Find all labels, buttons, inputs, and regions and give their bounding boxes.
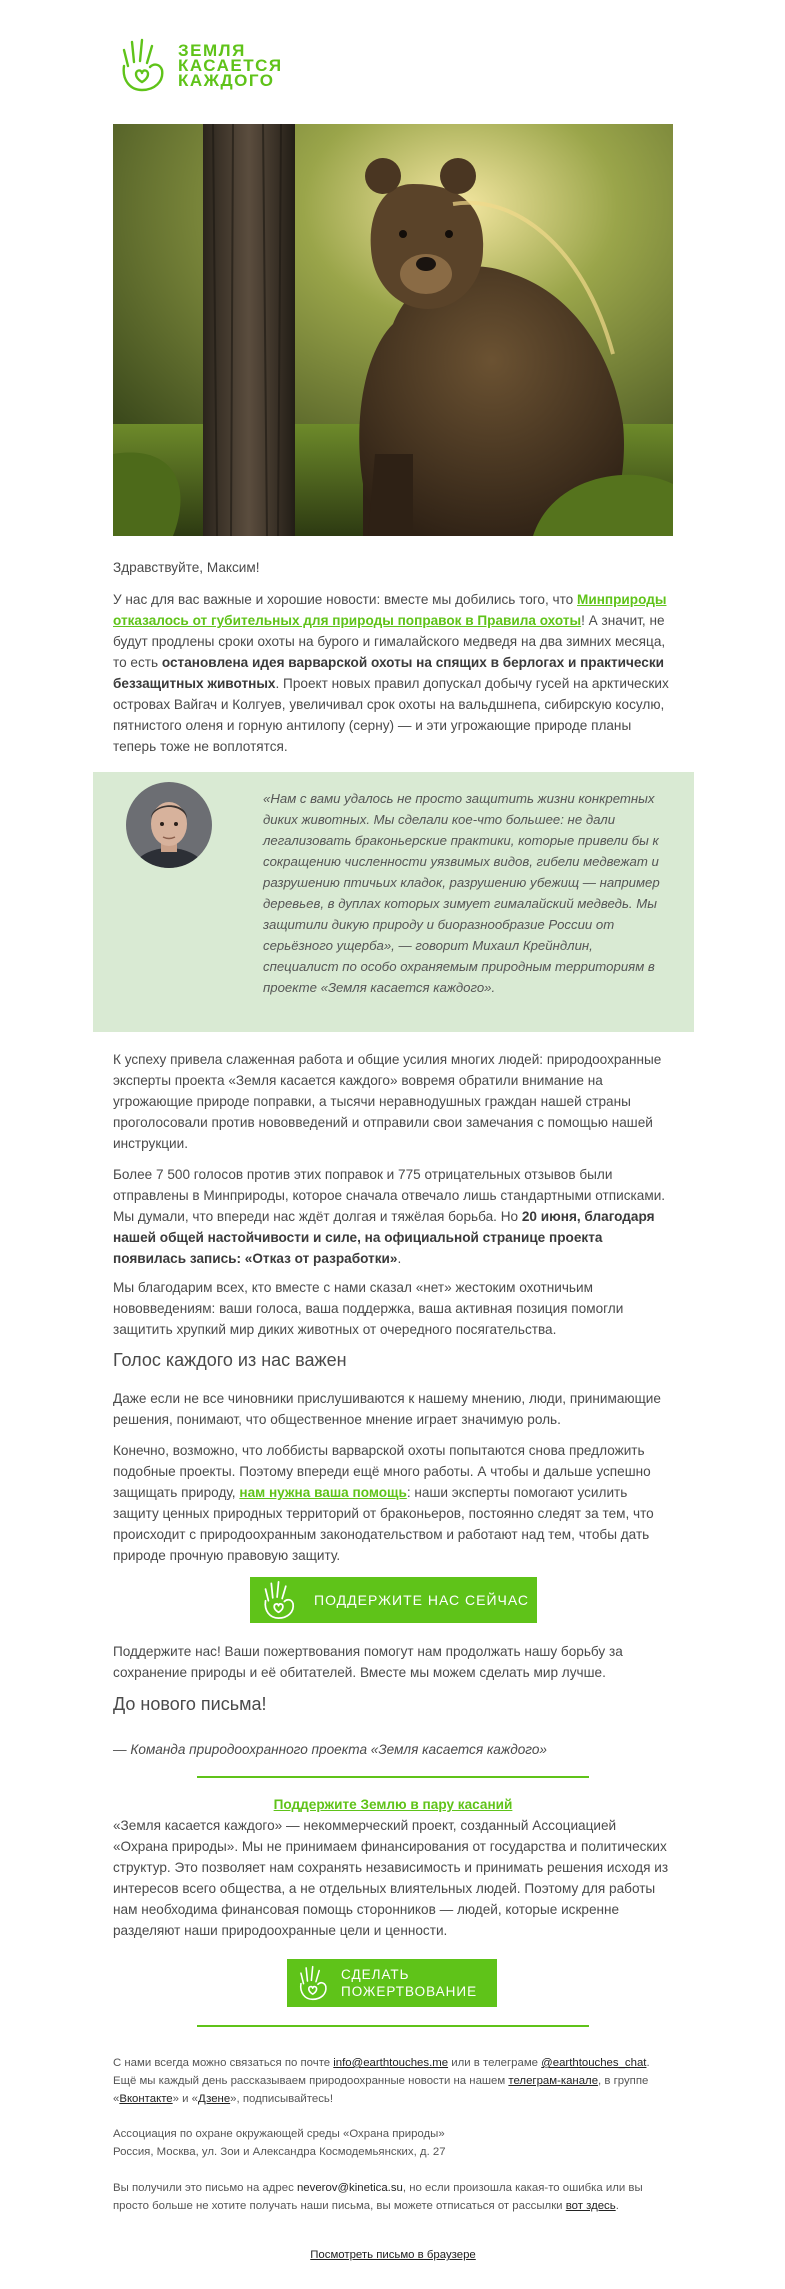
footer-contact-text-6: », подписывайтесь! <box>230 2093 333 2105</box>
rules-news-link[interactable]: Минприроды отказалось от губительных для природы поправок в Правила охоты <box>113 592 667 628</box>
donate-label-line-2: ПОЖЕРТВОВАНИЕ <box>341 1984 478 1999</box>
footer-telegram-chat-link[interactable]: @earthtouches_chat <box>541 2057 647 2069</box>
footer-recv-text-2: , но если произошла какая-то ошибка или вы просто больше не хотите получать наши письма, вы можете отписаться от рассылки <box>113 2182 643 2212</box>
footer-unsubscribe <box>113 2179 673 2215</box>
support-link-block <box>113 1794 673 1815</box>
intro-text-3: . Проект новых правил допускал добычу гусей на арктических островах Вайгач и Колгуев, увеличивал срок охоты на вальдшнепа, сибирскую косулю, пятнистого оленя и горную антилопу (серну) — и эти угрожающие природе планы теперь тоже не воплотятся. <box>113 676 669 754</box>
signature-text: — Команда природоохранного проекта «Земля касается каждого» <box>113 1742 547 1757</box>
greeting <box>113 557 673 578</box>
hand-heart-icon <box>118 36 170 94</box>
intro-bold: остановлена идея варварской охоты на спящих в берлогах и практически беззащитных животных <box>113 655 664 691</box>
divider-top <box>197 1776 589 1778</box>
help-needed-link[interactable]: нам нужна ваша помощь <box>239 1485 407 1500</box>
footer-contact-text-3: . Ещё мы каждый день рассказываем природоохранные новости на нашем <box>113 2057 650 2087</box>
footer-contact-text-4: , в группе « <box>113 2075 649 2105</box>
success-paragraph <box>113 1049 673 1154</box>
donate-label-line-1: СДЕЛАТЬ <box>341 1967 410 1982</box>
voice2-text-2: : наши эксперты помогают усилить защиту ценных природных территорий от браконьеров, постоянно следят за тем, что происходит с природоохранным законодательством и работают над тем, чтобы дать природе прочную правовую защиту. <box>113 1485 654 1563</box>
logo-line-1: ЗЕМЛЯ <box>178 40 246 60</box>
about-text: «Земля касается каждого» — некоммерческий проект, созданный Ассоциацией «Охрана природы». Мы не принимаем финансирования от государства и политических структур. Это позволяет нам сохранять независимость и принимать решения исходя из интересов всего общества, а не отдельных влиятельных людей. Поэтому для работы нам необходима финансовая помощь сторонников — людей, которые искренне разделяют наши природоохранные цели и ценности. <box>113 1818 669 1938</box>
votes-text-2: . <box>397 1251 402 1266</box>
quote-text: «Нам с вами удалось не просто защитить жизни конкретных диких животных. Мы сделали кое-что большее: не дали легализовать браконьерские практики, которые привели бы к сокращению численности уязвимых видов, гибели медвежат и разрушению птичьих кладок, разрушению убежищ — например деревьев, в дуплах которых зимует гималайский медведь. Мы защитили дикую природу и биоразнообразие России от серьёзного ущерба», — говорит Михаил Крейндлин, специалист по особо охраняемым природным территориям в проекте «Земля касается каждого». <box>263 791 660 995</box>
unsubscribe-link[interactable]: вот здесь <box>565 2200 616 2212</box>
hand-heart-icon <box>260 1579 300 1621</box>
footer-recipient-email: neverov@kinetica.su <box>296 2182 403 2194</box>
footer-org-name: Ассоциация по охране окружающей среды «Охрана природы» <box>113 2128 445 2140</box>
heading-voice: Голос каждого из нас важен <box>113 1350 347 1370</box>
voice-paragraph-1 <box>113 1388 673 1430</box>
donate-label <box>341 1966 477 2000</box>
section-heading-farewell <box>113 1694 673 1715</box>
brand-logo[interactable] <box>118 36 283 94</box>
intro-text-2: ! А значит, не будут продлены сроки охоты на бурого и гималайского медведя на два зимних месяца, то есть <box>113 613 666 670</box>
footer-contact-text-2: или в телеграме <box>448 2057 542 2069</box>
footer-dzen-link[interactable]: Дзене <box>198 2093 231 2105</box>
footer-email-link[interactable]: info@earthtouches.me <box>333 2057 449 2069</box>
footer-telegram-channel-link[interactable]: телеграм-канале <box>508 2075 599 2087</box>
footer-recv-text-3: . <box>615 2200 619 2212</box>
intro-paragraph <box>113 589 673 757</box>
view-in-browser-link[interactable]: Посмотреть письмо в браузере <box>310 2249 476 2261</box>
footer-vk-link[interactable]: Вконтакте <box>119 2093 173 2105</box>
footer-address: Россия, Москва, ул. Зои и Александра Космодемьянских, д. 27 <box>113 2146 446 2158</box>
footer-contact-text-5: » и « <box>172 2093 199 2105</box>
logo-wordmark <box>178 40 283 90</box>
footer-recv-text-1: Вы получили это письмо на адрес <box>113 2182 297 2194</box>
hand-heart-icon <box>297 1964 331 2002</box>
section-heading-voice <box>113 1350 673 1371</box>
support-text: Поддержите нас! Ваши пожертвования помогут нам продолжать нашу борьбу за сохранение природы и её обитателей. Вместе мы можем сделать мир лучше. <box>113 1644 623 1680</box>
votes-bold: 20 июня, благодаря нашей общей настойчивости и силе, на официальной странице проекта появилась запись: «Отказ от разработки» <box>113 1209 655 1266</box>
quote-block <box>93 772 694 1032</box>
voice-paragraph-2 <box>113 1440 673 1566</box>
thanks-text: Мы благодарим всех, кто вместе с нами сказал «нет» жестоким охотничьим нововведениям: ваши голоса, ваша поддержка, ваша активная позиция помогли защитить хрупкий мир диких животных от очередного посягательства. <box>113 1280 624 1337</box>
support-paragraph <box>113 1641 673 1683</box>
footer-browser <box>113 2246 673 2264</box>
support-now-label: ПОДДЕРЖИТЕ НАС СЕЙЧАС <box>314 1592 530 1608</box>
signature <box>113 1739 673 1760</box>
voice-text-1: Даже если не все чиновники прислушиваются к нашему мнению, люди, принимающие решения, понимают, что общественное мнение играет значимую роль. <box>113 1391 661 1427</box>
success-text: К успеху привела слаженная работа и общие усилия многих людей: природоохранные эксперты проекта «Земля касается каждого» вовремя обратили внимание на угрожающие природе поправки, а тысячи неравнодушных граждан нашей страны проголосовали против нововведений и отправили свои замечания с помощью нашей инструкции. <box>113 1052 662 1151</box>
votes-paragraph <box>113 1164 673 1269</box>
divider-bottom <box>197 2025 589 2027</box>
support-earth-link[interactable]: Поддержите Землю в пару касаний <box>273 1797 513 1812</box>
about-paragraph <box>113 1815 673 1941</box>
hero-bear-image[interactable] <box>113 124 673 536</box>
votes-text-1: Более 7 500 голосов против этих поправок и 775 отрицательных отзывов были отправлены в Минприроды, которое сначала отвечало лишь стандартными отписками. Мы думали, что впереди нас ждёт долгая и тяжёлая борьба. Но <box>113 1167 666 1224</box>
footer-contacts <box>113 2054 673 2108</box>
logo-line-3: КАЖДОГО <box>178 70 275 90</box>
logo-line-2: КАСАЕТСЯ <box>178 55 283 75</box>
footer-contact-text-1: С нами всегда можно связаться по почте <box>113 2057 334 2069</box>
intro-text-1: У нас для вас важные и хорошие новости: вместе мы добились того, что <box>113 592 578 607</box>
voice2-text-1: Конечно, возможно, что лоббисты варварской охоты попытаются снова предложить подобные проекты. Поэтому впереди ещё много работы. А чтобы и дальше успешно защищать природу, <box>113 1443 651 1500</box>
greeting-text: Здравствуйте, Максим! <box>113 560 260 575</box>
donate-button[interactable] <box>287 1959 497 2007</box>
heading-farewell: До нового письма! <box>113 1694 267 1714</box>
thanks-paragraph <box>113 1277 673 1340</box>
support-now-button[interactable] <box>250 1577 537 1623</box>
avatar <box>126 782 212 868</box>
footer-org <box>113 2125 673 2161</box>
